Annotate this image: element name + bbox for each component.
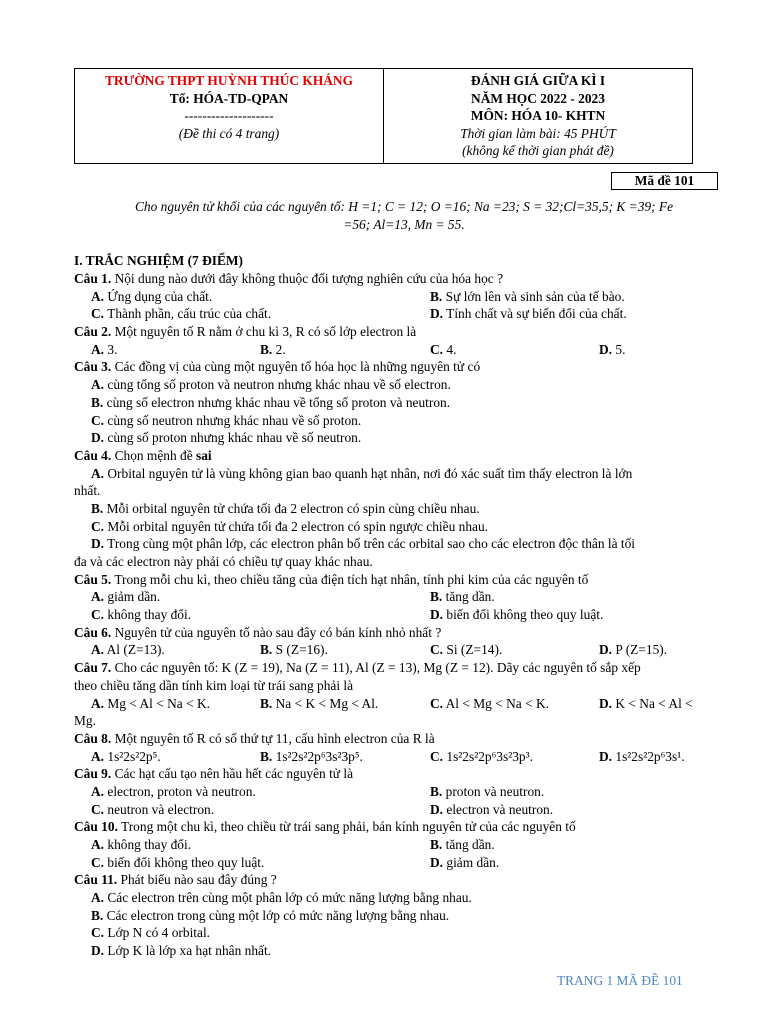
text-run: Lớp K là lớp xa hạt nhân nhất. [104, 943, 272, 959]
text-run: A. [91, 837, 105, 852]
text-run: C. [91, 518, 105, 534]
duration: Thời gian làm bài: 45 PHÚT [460, 125, 616, 141]
text-run: B. [430, 783, 443, 799]
text-run: D. [599, 748, 613, 764]
text-run: Câu 1. [74, 271, 112, 286]
text-run: Tính chất và sự biến đổi của chất. [446, 306, 627, 322]
subject: MÔN: HÓA 10- KHTN [470, 108, 606, 124]
text-run: Al (Z=13). [106, 642, 165, 658]
question-1 [74, 270, 724, 288]
question-9-options-ab [74, 783, 724, 801]
question-2 [74, 323, 724, 341]
text-run: 5. [615, 341, 626, 357]
text-run: A. [91, 783, 105, 799]
question-4-option-d [74, 535, 724, 553]
page-footer: TRANG 1 MÃ ĐỀ 101 [557, 973, 683, 988]
text-run: A. [91, 589, 105, 605]
text-run: Một nguyên tố R có số thứ tự 11, cấu hình electron của R là [111, 730, 435, 746]
text-run: B. [260, 341, 273, 357]
text-run: Mỗi orbital nguyên tử chứa tối đa 2 electron có spin ngược chiều nhau. [104, 518, 489, 534]
question-3-option-c [74, 412, 724, 430]
atomic-mass-note [74, 198, 734, 234]
text-run: B. [260, 642, 273, 658]
text-run: D. [91, 943, 105, 959]
text-run: Al < Mg < Na < K. [445, 695, 550, 711]
text-run [260, 695, 378, 713]
text-run: Các đồng vị của cùng một nguyên tố hóa học là những nguyên tử có [111, 359, 481, 375]
exam-header [74, 68, 693, 164]
atomic-mass-line-1: Cho nguyên tử khối của các nguyên tố: H =1; C = 12; O =16; Na =23; S = 32;Cl=35,5; K =39; Fe [134, 199, 674, 214]
text-run: S (Z=16). [275, 642, 328, 658]
duration-note: (không kể thời gian phát đề) [462, 143, 614, 159]
text-run: P (Z=15). [615, 642, 668, 658]
question-6 [74, 624, 724, 642]
text-run [260, 341, 286, 359]
text-run: A. [91, 695, 105, 711]
text-run: Câu 7. [74, 660, 112, 676]
text-run [260, 748, 363, 766]
text-run [91, 695, 210, 713]
text-run: Sự lớn lên và sinh sản của tế bào. [445, 288, 625, 304]
text-run: A. [91, 465, 105, 481]
text-run: A. [91, 341, 105, 357]
text-run: C. [430, 695, 444, 711]
text-run: A. [91, 377, 105, 393]
text-run: Câu 2. [74, 324, 112, 340]
text-run [430, 801, 553, 819]
text-run: cùng số electron nhưng khác nhau về tổng số proton và neutron. [106, 394, 451, 410]
exam-title: ĐÁNH GIÁ GIỮA KÌ I [470, 73, 606, 88]
pages-note: (Đề thi có 4 trang) [178, 125, 280, 141]
text-run: D. [599, 695, 613, 711]
question-4-option-a [74, 465, 724, 483]
text-run [260, 641, 328, 659]
text-run: A. [91, 890, 105, 906]
question-2-options [74, 341, 724, 359]
text-run [91, 305, 271, 323]
text-run: D. [430, 607, 444, 623]
text-run [430, 606, 603, 624]
text-run: 4. [446, 341, 457, 357]
text-run [430, 695, 549, 713]
text-run: neutron và electron. [107, 801, 215, 817]
text-run: 1s²2s²2p⁶3s¹. [615, 748, 685, 764]
question-5-options-ab [74, 588, 724, 606]
text-run: C. [91, 412, 105, 428]
text-run: D. [430, 306, 444, 322]
question-3-option-b [74, 394, 724, 412]
text-run: electron và neutron. [446, 801, 554, 817]
school-year: NĂM HỌC 2022 - 2023 [471, 90, 605, 106]
text-run: giảm dần. [446, 854, 500, 870]
text-run: B. [91, 500, 104, 516]
text-run: Orbital nguyên tử là vùng không gian bao quanh hạt nhân, nơi đó xác suất tìm thấy electron là lớn [104, 465, 633, 481]
question-4-option-d-cont: đa và các electron này phải có chiều tự quay khác nhau. [74, 554, 373, 569]
text-run: D. [91, 536, 105, 552]
text-run: Câu 11. [74, 872, 118, 888]
question-1-options-ab [74, 288, 724, 306]
text-run: B. [91, 907, 104, 923]
text-run: Ứng dụng của chất. [107, 288, 213, 304]
question-10-options-ab [74, 836, 724, 854]
text-run: A. [91, 288, 105, 304]
text-run: cùng số proton nhưng khác nhau về số neutron. [107, 430, 362, 446]
text-run: 1s²2s²2p⁶3s²3p³. [446, 748, 533, 764]
question-5-options-cd [74, 606, 724, 624]
text-run: Các electron trong cùng một lớp có mức năng lượng bằng nhau. [103, 907, 450, 923]
text-run: biến đổi không theo quy luật. [446, 607, 604, 623]
question-7-option-d-cont: Mg. [74, 713, 96, 729]
text-run [91, 588, 160, 606]
text-run: A. [91, 748, 105, 764]
text-run: Chọn mệnh đề [111, 447, 197, 463]
text-run [599, 695, 693, 713]
text-run: cùng tổng số proton và neutron nhưng khác nhau về số electron. [107, 377, 451, 393]
text-run: B. [430, 837, 443, 852]
text-run [91, 748, 161, 766]
text-run [91, 288, 212, 306]
text-run: B. [260, 695, 273, 711]
text-run: electron, proton và neutron. [107, 783, 256, 799]
text-run: C. [91, 306, 105, 322]
text-run: D. [599, 341, 613, 357]
text-run [430, 288, 625, 306]
question-8 [74, 730, 724, 748]
question-9 [74, 765, 724, 783]
text-run: B. [430, 589, 443, 605]
question-11 [74, 871, 724, 889]
text-run: B. [260, 748, 273, 764]
question-9-options-cd [74, 801, 724, 819]
text-run: không thay đổi. [107, 837, 192, 852]
text-run [91, 836, 191, 854]
text-run [599, 341, 625, 359]
text-run [91, 641, 165, 659]
divider-dashes: -------------------- [184, 108, 274, 124]
text-run: 3. [107, 341, 118, 357]
department: Tổ: HÓA-TD-QPAN [169, 90, 289, 106]
text-run: 1s²2s²2p⁵. [107, 748, 161, 764]
text-run [430, 854, 499, 872]
atomic-mass-line-2: =56; Al=13, Mn = 55. [343, 217, 465, 232]
question-8-options [74, 748, 724, 766]
text-run: D. [599, 642, 613, 658]
question-11-option-d [74, 942, 724, 960]
text-run: Câu 5. [74, 571, 112, 587]
text-run [91, 606, 191, 624]
text-run [91, 783, 256, 801]
question-3-option-d [74, 429, 724, 447]
text-run: Mỗi orbital nguyên tử chứa tối đa 2 electron có spin cùng chiều nhau. [103, 500, 480, 516]
text-run: C. [91, 801, 105, 817]
text-run: Si (Z=14). [446, 642, 503, 658]
text-run: C. [430, 341, 444, 357]
text-run: D. [430, 854, 444, 870]
text-run: Phát biểu nào sau đây đúng ? [117, 872, 277, 888]
text-run: Cho các nguyên tố: K (Z = 19), Na (Z = 11), Al (Z = 13), Mg (Z = 12). Dãy các nguyên tố sắp xếp [111, 660, 641, 676]
text-run: biến đổi không theo quy luật. [107, 854, 265, 870]
text-run [430, 748, 533, 766]
text-run: Nguyên tử của nguyên tố nào sau đây có bán kính nhỏ nhất ? [111, 624, 442, 640]
text-run: Na < K < Mg < Al. [275, 695, 379, 711]
text-run: Câu 3. [74, 359, 112, 375]
text-run: C. [430, 642, 444, 658]
text-run: Một nguyên tố R nằm ở chu kì 3, R có số lớp electron là [111, 324, 417, 340]
text-run [91, 341, 117, 359]
text-run: Câu 8. [74, 730, 112, 746]
text-run: D. [430, 801, 444, 817]
section-title: I. TRẮC NGHIỆM (7 ĐIỂM) [74, 253, 243, 268]
text-run [599, 748, 685, 766]
question-7 [74, 659, 724, 677]
text-run: Trong cùng một phân lớp, các electron phân bố trên các orbital sao cho các electron độc thân là tối [104, 536, 636, 552]
questions-content [74, 252, 724, 960]
text-run [91, 854, 264, 872]
text-run: Lớp N có 4 orbital. [104, 925, 211, 941]
text-run [430, 836, 495, 854]
question-4-option-c [74, 518, 724, 536]
text-run: B. [91, 394, 104, 410]
text-run: C. [91, 607, 105, 623]
school-info [75, 69, 384, 163]
text-run: Các hạt cấu tạo nên hầu hết các nguyên tử là [111, 766, 354, 782]
exam-info [384, 69, 692, 163]
text-run: proton và neutron. [445, 783, 545, 799]
text-run: Câu 9. [74, 766, 112, 782]
question-4-option-a-cont: nhất. [74, 483, 101, 499]
text-run: cùng số neutron nhưng khác nhau về số proton. [107, 412, 362, 428]
question-11-option-a [74, 889, 724, 907]
question-6-options [74, 641, 724, 659]
text-run [430, 783, 544, 801]
question-11-option-b [74, 907, 724, 925]
text-run: giảm dần. [107, 589, 161, 605]
text-run: C. [430, 748, 444, 764]
question-11-option-c [74, 924, 724, 942]
text-run: Câu 4. [74, 447, 112, 463]
text-run [91, 801, 214, 819]
school-name: TRƯỜNG THPT HUỲNH THÚC KHÁNG [104, 73, 353, 88]
text-run [430, 641, 502, 659]
question-7-cont: theo chiều tăng dần tính kim loại từ trái sang phải là [74, 677, 354, 693]
question-5 [74, 571, 724, 589]
question-10-options-cd [74, 854, 724, 872]
question-10 [74, 818, 724, 836]
text-run: C. [91, 854, 105, 870]
text-run: sai [196, 447, 212, 463]
question-3-option-a [74, 376, 724, 394]
text-run: Nội dung nào dưới đây không thuộc đối tượng nghiên cứu của hóa học ? [111, 271, 504, 286]
text-run: 2. [275, 341, 286, 357]
text-run: Câu 10. [74, 819, 118, 835]
text-run [599, 641, 667, 659]
question-4-option-b [74, 500, 724, 518]
text-run: tăng dần. [445, 589, 495, 605]
question-1-options-cd [74, 305, 724, 323]
text-run: không thay đổi. [107, 607, 192, 623]
text-run: Thành phần, cấu trúc của chất. [107, 306, 272, 322]
question-4 [74, 447, 724, 465]
text-run: D. [91, 430, 105, 446]
text-run: A. [91, 642, 105, 658]
text-run: Các electron trên cùng một phân lớp có mức năng lượng bằng nhau. [104, 890, 472, 906]
text-run: B. [430, 288, 443, 304]
text-run: Mg < Al < Na < K. [107, 695, 211, 711]
text-run [430, 588, 495, 606]
text-run [430, 305, 627, 323]
question-3 [74, 358, 724, 376]
exam-code: Mã đề 101 [611, 172, 718, 190]
question-7-options [74, 695, 724, 713]
text-run: Câu 6. [74, 624, 112, 640]
text-run [430, 341, 456, 359]
text-run: 1s²2s²2p⁶3s²3p⁵. [275, 748, 363, 764]
text-run: C. [91, 925, 105, 941]
text-run: K < Na < Al < [615, 695, 693, 711]
text-run: Trong một chu kì, theo chiều từ trái sang phải, bán kính nguyên tử của các nguyên tố [117, 819, 576, 835]
text-run: Trong mỗi chu kì, theo chiều tăng của điện tích hạt nhân, tính phi kim của các nguyên tố [111, 571, 589, 587]
text-run: tăng dần. [445, 837, 495, 852]
